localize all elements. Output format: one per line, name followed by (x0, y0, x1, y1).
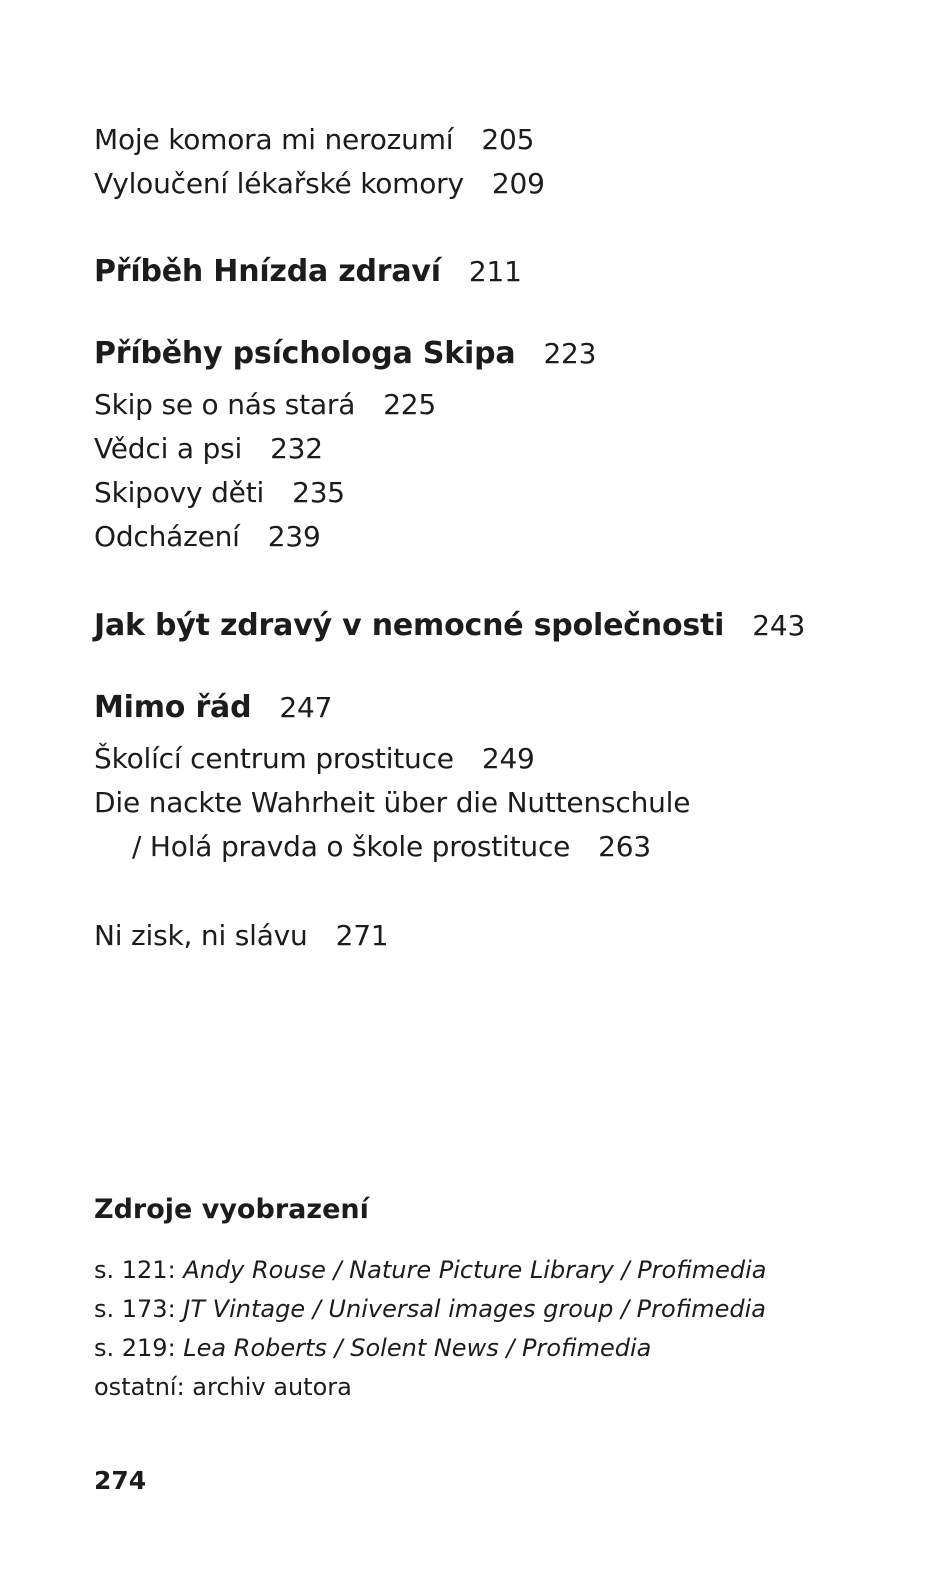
toc-entry-title: Jak být zdravý v nemocné společnosti (94, 608, 725, 643)
toc-section-heading (94, 688, 332, 728)
image-source-line (94, 1331, 651, 1365)
toc-entry-title: Školící centrum prostituce (94, 742, 454, 775)
toc-entry-title: Mimo řád (94, 690, 252, 725)
toc-entry-title: Vyloučení lékařské komory (94, 167, 464, 200)
source-credit: JT Vintage / Universal images group / Profimedia (183, 1295, 766, 1323)
toc-entry (94, 164, 545, 204)
toc-entry-title: Ni zisk, ni slávu (94, 919, 308, 952)
toc-entry-title: Vědci a psi (94, 432, 243, 465)
toc-entry-page: 271 (335, 919, 389, 952)
toc-entry-title: Příběh Hnízda zdraví (94, 254, 441, 289)
toc-entry-page: 235 (292, 476, 345, 509)
image-sources-heading: Zdroje vyobrazení (94, 1194, 369, 1225)
toc-entry-continuation (132, 827, 651, 867)
toc-entry-page: 239 (267, 520, 321, 553)
toc-entry-page: 209 (491, 167, 545, 200)
source-credit: Lea Roberts / Solent News / Profimedia (183, 1334, 652, 1362)
toc-section-heading (94, 252, 522, 292)
toc-entry-page: 223 (543, 337, 597, 370)
image-source-line (94, 1253, 766, 1287)
toc-entry (94, 916, 388, 956)
toc-entry-page: 247 (279, 691, 333, 724)
toc-entry-title: Příběhy psíchologa Skipa (94, 336, 516, 371)
toc-entry-page: 232 (270, 432, 323, 465)
toc-entry (94, 739, 535, 779)
toc-entry-title: Skip se o nás stará (94, 388, 356, 421)
toc-entry (94, 429, 323, 469)
toc-entry-page: 225 (383, 388, 437, 421)
toc-entry (94, 385, 436, 425)
toc-section-heading (94, 606, 805, 646)
toc-entry (94, 517, 321, 557)
toc-entry-title: Odcházení (94, 520, 240, 553)
source-prefix: s. 173: (94, 1295, 184, 1323)
source-prefix: s. 121: (94, 1256, 184, 1284)
page-number: 274 (94, 1466, 147, 1495)
toc-entry-title: / Holá pravda o škole prostituce (132, 830, 571, 863)
toc-entry-title: Die nackte Wahrheit über die Nuttenschule (94, 786, 691, 819)
source-prefix: s. 219: (94, 1334, 184, 1362)
toc-entry-title: Moje komora mi nerozumí (94, 123, 454, 156)
toc-entry-page: 211 (468, 255, 522, 288)
source-prefix: ostatní: archiv autora (94, 1373, 352, 1401)
image-source-line (94, 1370, 352, 1404)
toc-entry (94, 783, 690, 823)
toc-entry-page: 249 (481, 742, 535, 775)
toc-entry-page: 263 (598, 830, 652, 863)
source-credit: Andy Rouse / Nature Picture Library / Profimedia (183, 1256, 767, 1284)
toc-entry-page: 243 (752, 609, 806, 642)
toc-entry (94, 120, 534, 160)
toc-section-heading (94, 334, 596, 374)
toc-entry (94, 473, 345, 513)
toc-entry-title: Skipovy děti (94, 476, 265, 509)
toc-entry-page: 205 (481, 123, 535, 156)
image-source-line (94, 1292, 766, 1326)
